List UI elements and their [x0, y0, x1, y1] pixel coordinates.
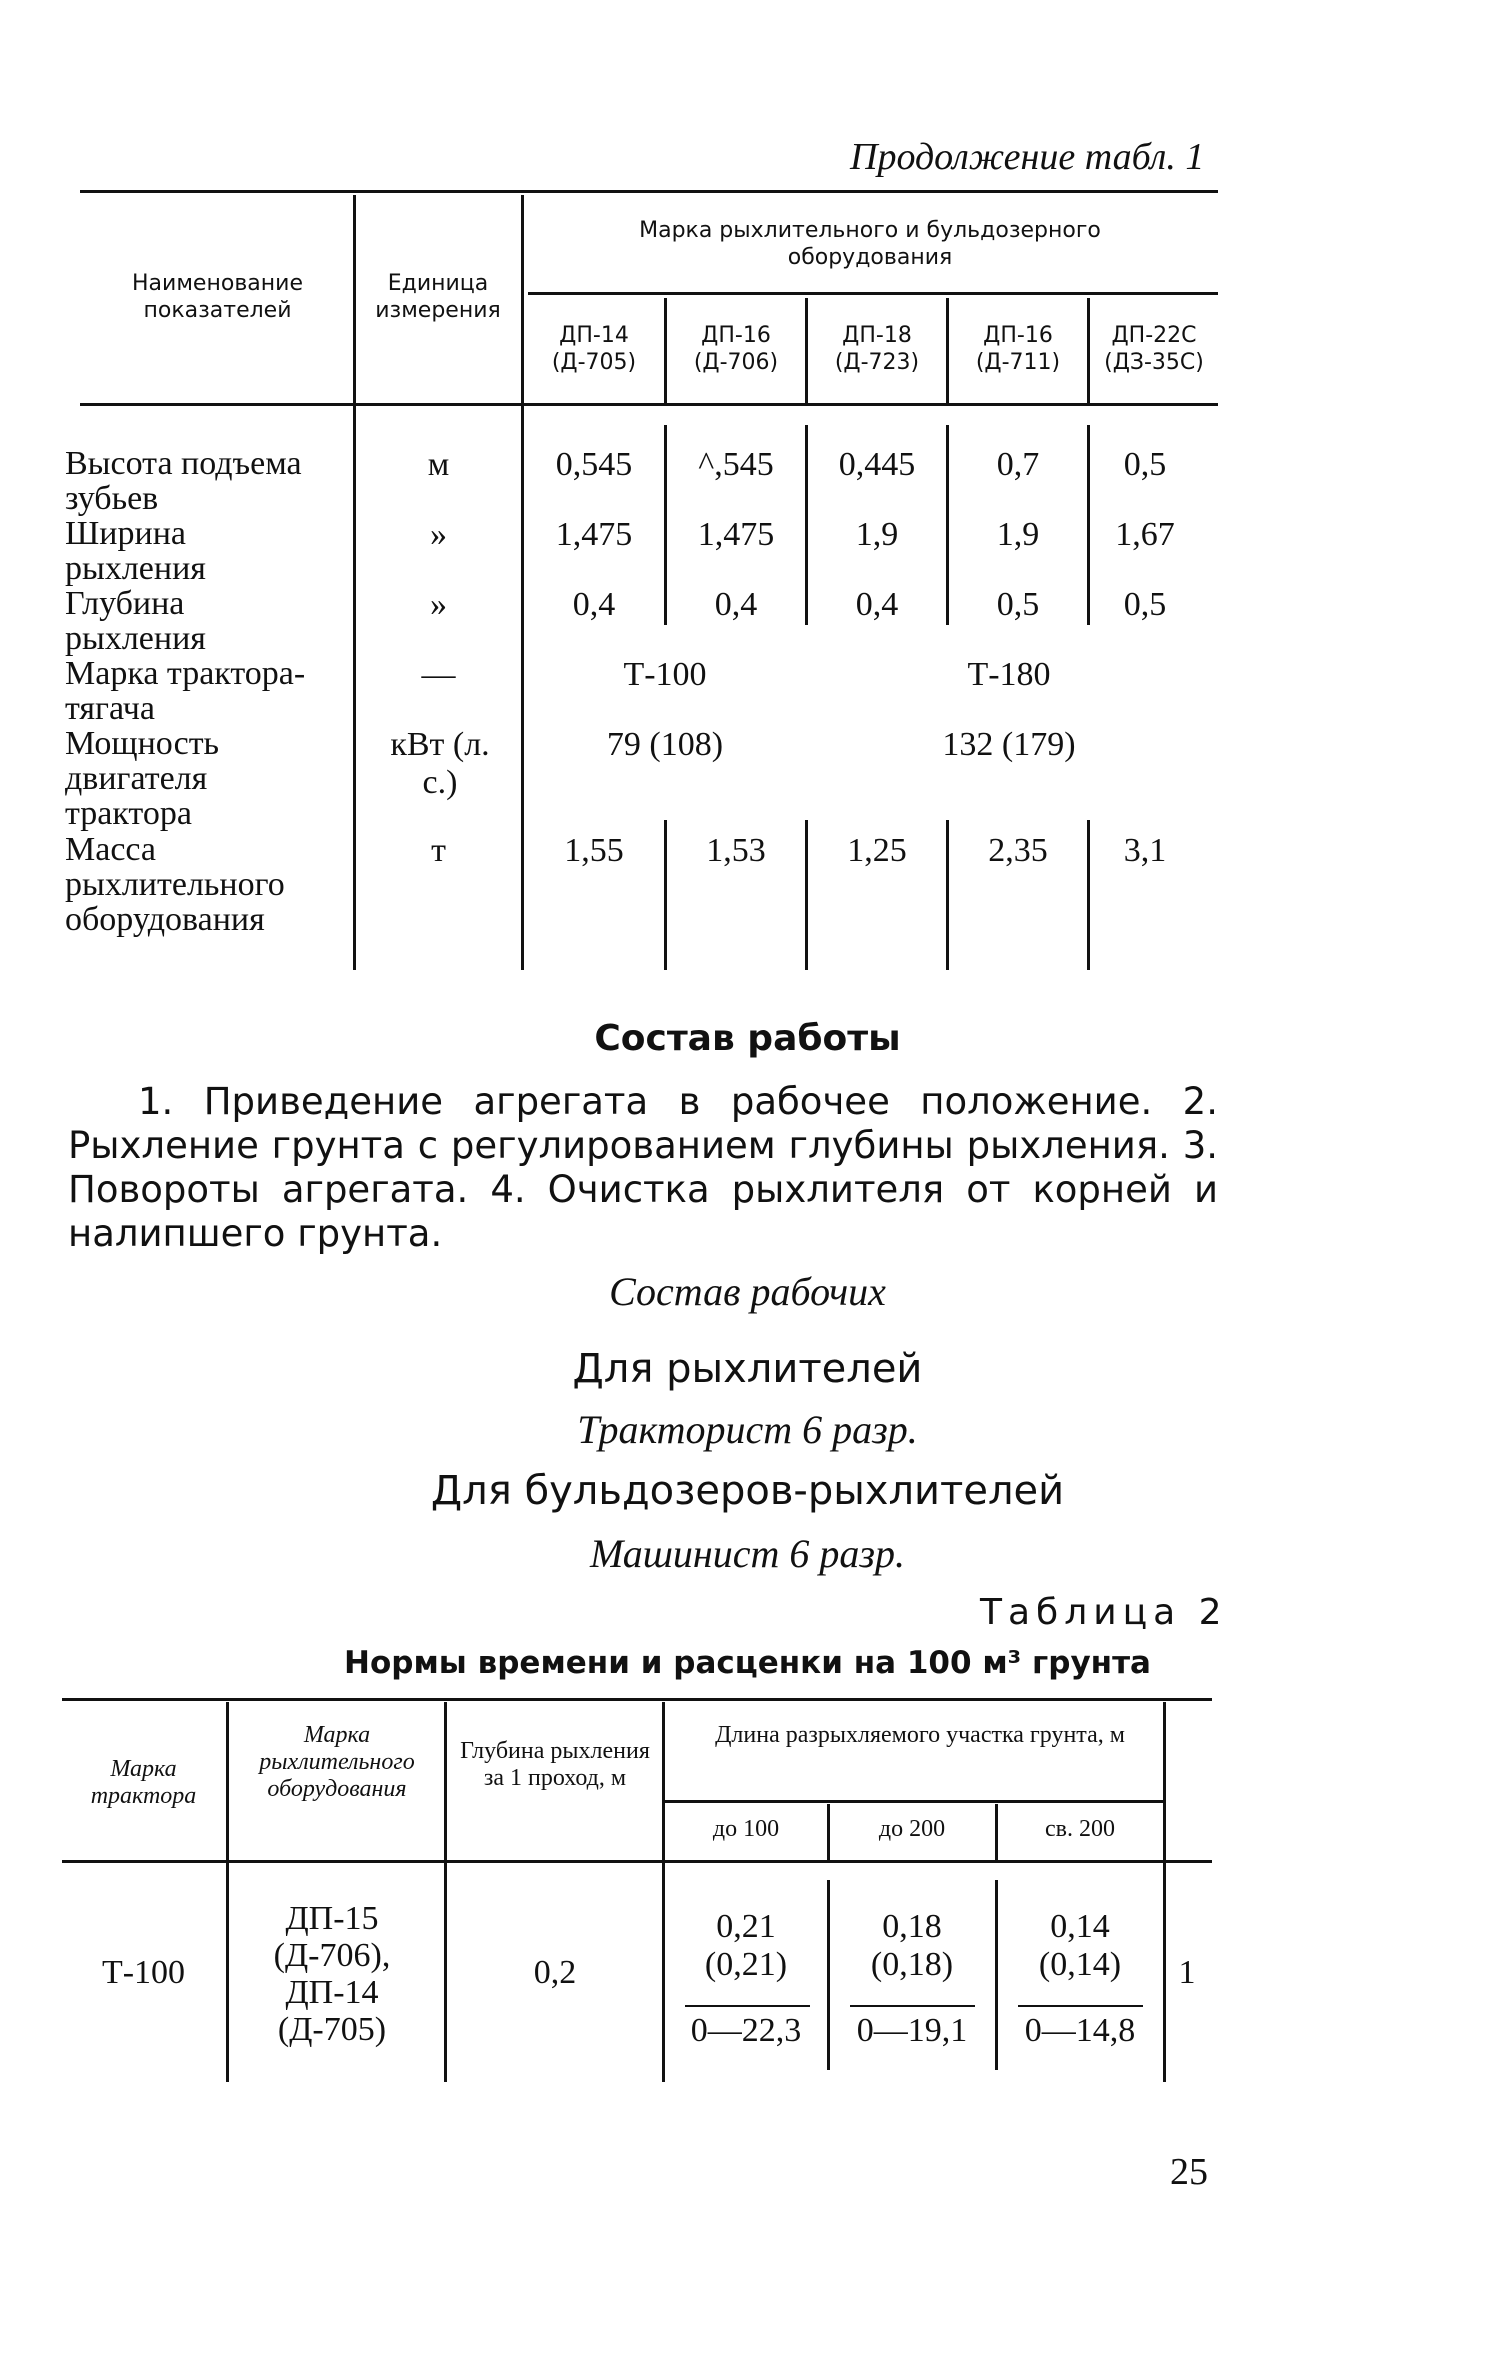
column-divider [805, 298, 808, 403]
header-length-group: Длина разрыхляемого участка грунта, м [715, 1722, 1125, 1748]
cell: 1,53 [706, 832, 766, 869]
row-name: Масса рыхлительного оборудования [65, 831, 285, 938]
cell: 1,9 [996, 516, 1040, 553]
cell: 0,5 [1123, 586, 1167, 623]
cell: 1,9 [855, 516, 899, 553]
column-divider [226, 1702, 229, 2082]
header-depth: Глубина рыхления за 1 проход, м [460, 1738, 650, 1791]
worker-role: Машинист 6 разр. [589, 1531, 906, 1576]
header-name: Наименование показателей [132, 271, 303, 323]
column-divider [946, 820, 949, 970]
row-name: Глубина рыхления [65, 585, 206, 657]
norm-paren: (0,18) [870, 1946, 954, 1983]
column-divider [805, 425, 808, 625]
table-2-title: Нормы времени и расценки на 100 м³ грунта [344, 1645, 1151, 1681]
row-unit: т [431, 832, 446, 869]
row-unit: кВт (л. с.) [390, 726, 490, 801]
row-name: Высота подъема зубьев [65, 445, 302, 517]
column-divider [827, 1804, 830, 1860]
rule [80, 190, 1218, 193]
header-model: ДП-14 (Д-705) [551, 323, 637, 375]
cell: 0,545 [555, 446, 633, 483]
page-number: 25 [1170, 2151, 1208, 2193]
column-divider [662, 1702, 665, 2082]
worker-group: Для бульдозеров-рыхлителей [430, 1468, 1065, 1514]
column-divider [995, 1880, 998, 2070]
cell: 0,7 [996, 446, 1040, 483]
header-length: до 200 [878, 1816, 946, 1842]
cell: 2,35 [988, 832, 1048, 869]
cell: 0,445 [838, 446, 916, 483]
merged-cell: Т-100 [623, 656, 707, 693]
fraction-bar [1018, 2005, 1143, 2007]
cell: ^,545 [698, 446, 774, 483]
cell: 1,67 [1115, 516, 1175, 553]
cell: 0,4 [572, 586, 616, 623]
column-divider [827, 1880, 830, 2070]
fraction-bar [850, 2005, 975, 2007]
row-unit: » [430, 586, 447, 623]
cell: 0,5 [1123, 446, 1167, 483]
row-unit: » [430, 516, 447, 553]
header-model: ДП-16 (Д-706) [693, 323, 779, 375]
row-name: Марка трактора-тягача [65, 655, 306, 727]
merged-cell: 79 (108) [606, 726, 724, 763]
row-index: 1 [1178, 1954, 1196, 1991]
fraction-bar [685, 2005, 810, 2007]
norm-paren: (0,21) [704, 1946, 788, 1983]
column-divider [664, 425, 667, 625]
column-divider [664, 820, 667, 970]
rate-value: 0—19,1 [856, 2012, 968, 2049]
cell: 3,1 [1123, 832, 1167, 869]
header-equipment: Марка рыхлительного оборудования [259, 1722, 415, 1802]
header-model: ДП-22С (ДЗ-35С) [1104, 323, 1204, 375]
cell: 0,4 [855, 586, 899, 623]
norm-value: 0,14 [1050, 1908, 1110, 1945]
cell: 1,55 [564, 832, 624, 869]
merged-cell: 132 (179) [942, 726, 1076, 763]
row-name: Мощность двигателя трактора [65, 725, 220, 832]
rule [62, 1860, 1212, 1863]
header-length: до 100 [712, 1816, 780, 1842]
cell: 0,5 [996, 586, 1040, 623]
header-tractor: Марка трактора [90, 1756, 197, 1809]
column-divider [521, 195, 524, 970]
work-text: 1. Приведение агрегата в рабочее положение. 2. Рыхление грунта с регулированием глубины рыхления. 3. Повороты агрегата. 4. Очистка рыхлителя от корней и налипшего грунта. [68, 1080, 1218, 1255]
cell: 1,475 [555, 516, 633, 553]
worker-group: Для рыхлителей [572, 1346, 923, 1392]
rule [528, 292, 1218, 295]
norm-paren: (0,14) [1038, 1946, 1122, 1983]
column-divider [946, 425, 949, 625]
merged-cell: Т-180 [967, 656, 1051, 693]
cell: 1,25 [847, 832, 907, 869]
tractor-cell: Т-100 [101, 1954, 186, 1991]
column-divider [995, 1804, 998, 1860]
rate-value: 0—22,3 [690, 2012, 802, 2049]
cell: 1,475 [697, 516, 775, 553]
rule [80, 403, 1218, 406]
header-group: Марка рыхлительного и бульдозерного оборудования [639, 218, 1101, 270]
column-divider [805, 820, 808, 970]
rule [665, 1800, 1163, 1803]
worker-role: Тракторист 6 разр. [577, 1407, 918, 1452]
column-divider [946, 298, 949, 403]
workers-title: Состав рабочих [609, 1269, 886, 1314]
column-divider [664, 298, 667, 403]
header-length: св. 200 [1045, 1816, 1115, 1842]
norm-value: 0,21 [716, 1908, 776, 1945]
row-name: Ширина рыхления [65, 515, 206, 587]
cell: 0,4 [714, 586, 758, 623]
rate-value: 0—14,8 [1024, 2012, 1136, 2049]
equipment-cell: ДП-15 (Д-706), ДП-14 (Д-705) [273, 1900, 391, 2048]
row-unit: м [427, 446, 450, 483]
header-model: ДП-18 (Д-723) [834, 323, 920, 375]
header-unit: Единица измерения [375, 271, 501, 323]
column-divider [1163, 1702, 1166, 2082]
column-divider [444, 1702, 447, 2082]
header-model: ДП-16 (Д-711) [975, 323, 1061, 375]
continuation-caption: Продолжение табл. 1 [850, 136, 1205, 178]
row-unit: — [421, 656, 456, 693]
work-title: Состав работы [594, 1018, 901, 1059]
rule [62, 1698, 1212, 1701]
norm-value: 0,18 [882, 1908, 942, 1945]
table-2-label: Таблица 2 [980, 1592, 1228, 1633]
depth-cell: 0,2 [533, 1954, 577, 1991]
